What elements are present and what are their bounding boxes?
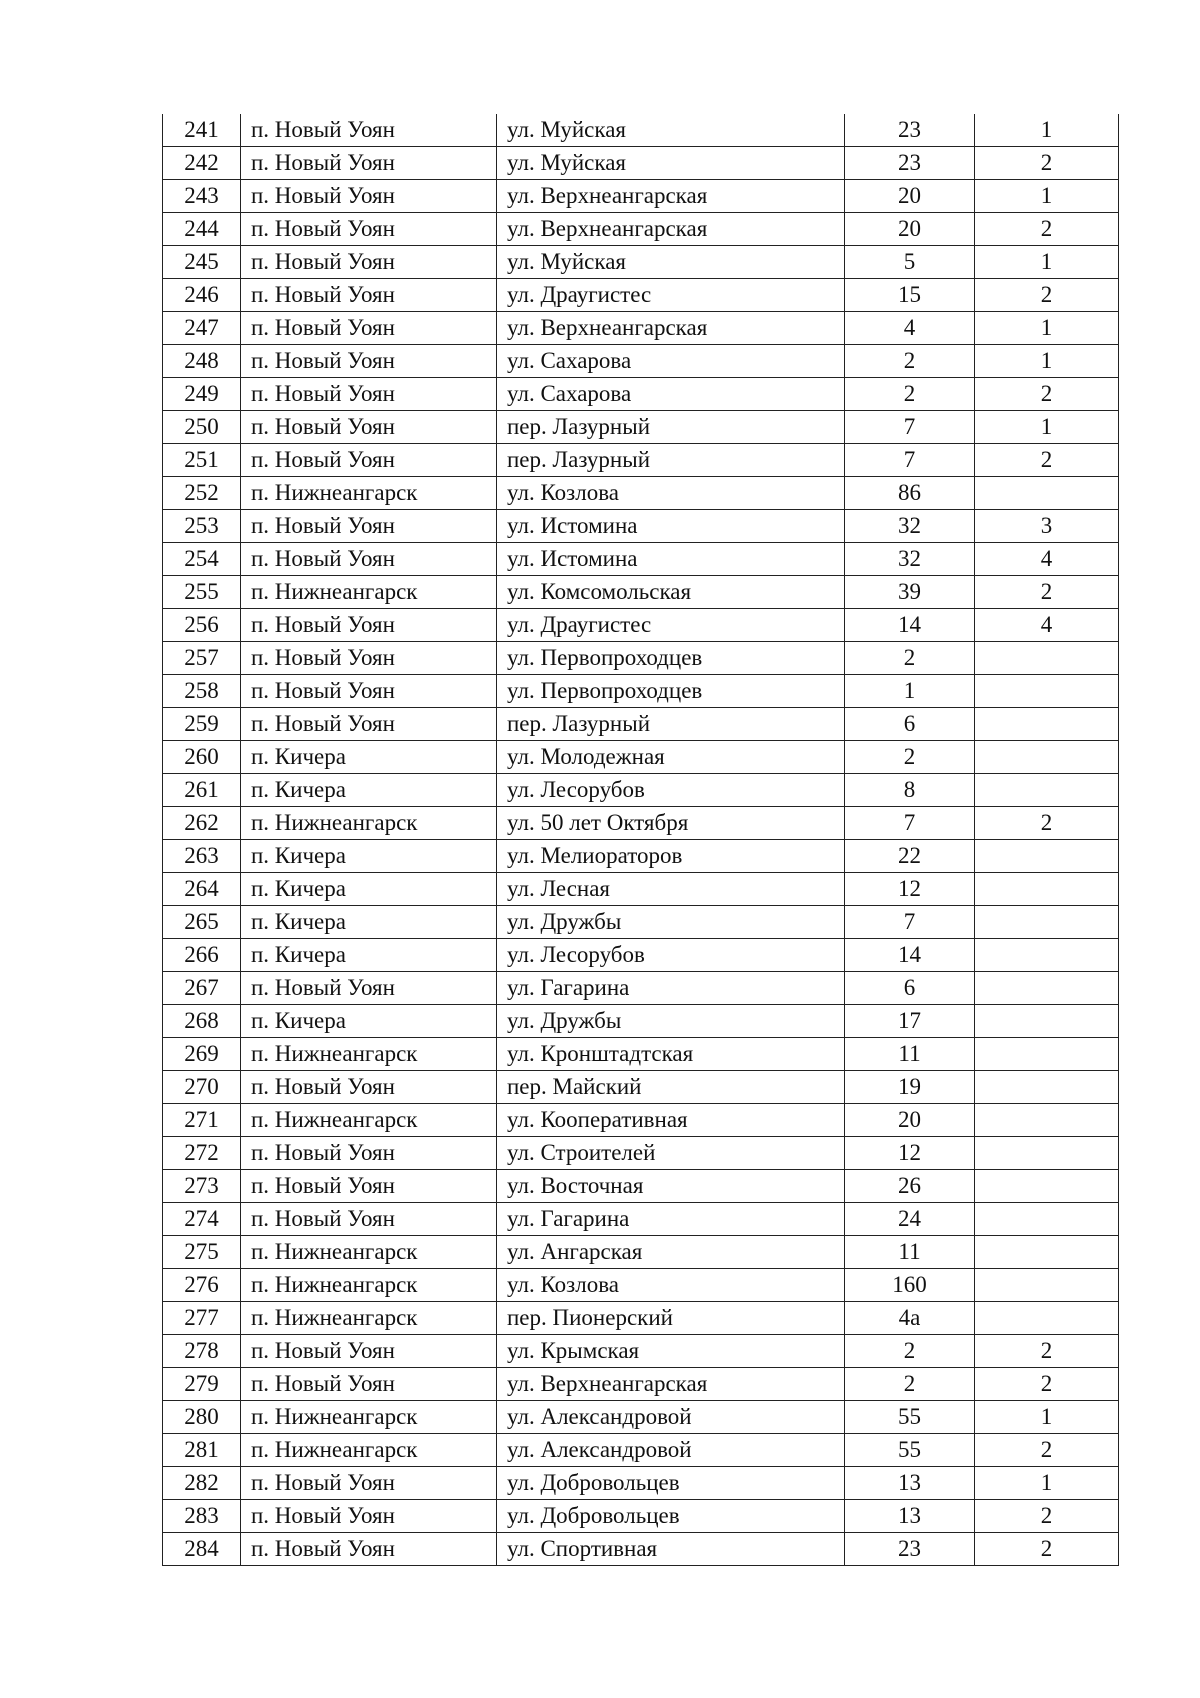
house-number-cell: 14 — [845, 939, 975, 972]
settlement-cell: п. Новый Уоян — [241, 114, 497, 147]
street-cell: ул. Драугистес — [497, 609, 845, 642]
address-table — [162, 114, 1119, 1566]
settlement-cell: п. Новый Уоян — [241, 345, 497, 378]
street-cell: ул. Крымская — [497, 1335, 845, 1368]
street-cell: ул. Восточная — [497, 1170, 845, 1203]
row-number-cell: 256 — [163, 609, 241, 642]
street-cell: ул. Верхнеангарская — [497, 180, 845, 213]
address-table-body — [163, 114, 1119, 1566]
street-cell: ул. Первопроходцев — [497, 642, 845, 675]
apartment-number-cell — [975, 1302, 1119, 1335]
settlement-cell: п. Нижнеангарск — [241, 1236, 497, 1269]
house-number-cell: 5 — [845, 246, 975, 279]
table-row — [163, 840, 1119, 873]
street-cell: ул. Муйская — [497, 114, 845, 147]
settlement-cell: п. Новый Уоян — [241, 378, 497, 411]
apartment-number-cell — [975, 1005, 1119, 1038]
apartment-number-cell: 1 — [975, 180, 1119, 213]
house-number-cell: 55 — [845, 1434, 975, 1467]
house-number-cell: 2 — [845, 378, 975, 411]
table-row — [163, 147, 1119, 180]
table-row — [163, 180, 1119, 213]
apartment-number-cell: 1 — [975, 411, 1119, 444]
house-number-cell: 7 — [845, 906, 975, 939]
street-cell: ул. Александровой — [497, 1401, 845, 1434]
street-cell: ул. Александровой — [497, 1434, 845, 1467]
house-number-cell: 2 — [845, 642, 975, 675]
table-row — [163, 1071, 1119, 1104]
settlement-cell: п. Новый Уоян — [241, 1500, 497, 1533]
street-cell: ул. Кронштадтская — [497, 1038, 845, 1071]
street-cell: ул. Верхнеангарская — [497, 1368, 845, 1401]
settlement-cell: п. Новый Уоян — [241, 972, 497, 1005]
table-row — [163, 906, 1119, 939]
house-number-cell: 11 — [845, 1236, 975, 1269]
apartment-number-cell — [975, 642, 1119, 675]
street-cell: ул. Молодежная — [497, 741, 845, 774]
apartment-number-cell: 2 — [975, 1368, 1119, 1401]
settlement-cell: п. Кичера — [241, 774, 497, 807]
settlement-cell: п. Новый Уоян — [241, 609, 497, 642]
settlement-cell: п. Кичера — [241, 741, 497, 774]
house-number-cell: 20 — [845, 213, 975, 246]
apartment-number-cell: 1 — [975, 246, 1119, 279]
house-number-cell: 2 — [845, 741, 975, 774]
row-number-cell: 264 — [163, 873, 241, 906]
table-row — [163, 345, 1119, 378]
table-row — [163, 576, 1119, 609]
street-cell: ул. Первопроходцев — [497, 675, 845, 708]
street-cell: ул. Сахарова — [497, 345, 845, 378]
street-cell: пер. Лазурный — [497, 708, 845, 741]
row-number-cell: 243 — [163, 180, 241, 213]
row-number-cell: 258 — [163, 675, 241, 708]
house-number-cell: 32 — [845, 543, 975, 576]
row-number-cell: 255 — [163, 576, 241, 609]
row-number-cell: 263 — [163, 840, 241, 873]
apartment-number-cell: 2 — [975, 807, 1119, 840]
apartment-number-cell: 4 — [975, 543, 1119, 576]
apartment-number-cell: 2 — [975, 378, 1119, 411]
street-cell: ул. Лесная — [497, 873, 845, 906]
settlement-cell: п. Новый Уоян — [241, 642, 497, 675]
house-number-cell: 55 — [845, 1401, 975, 1434]
settlement-cell: п. Нижнеангарск — [241, 807, 497, 840]
apartment-number-cell — [975, 1104, 1119, 1137]
row-number-cell: 273 — [163, 1170, 241, 1203]
settlement-cell: п. Новый Уоян — [241, 147, 497, 180]
house-number-cell: 23 — [845, 114, 975, 147]
settlement-cell: п. Новый Уоян — [241, 1467, 497, 1500]
house-number-cell: 86 — [845, 477, 975, 510]
apartment-number-cell — [975, 741, 1119, 774]
row-number-cell: 265 — [163, 906, 241, 939]
house-number-cell: 8 — [845, 774, 975, 807]
row-number-cell: 275 — [163, 1236, 241, 1269]
apartment-number-cell — [975, 939, 1119, 972]
row-number-cell: 244 — [163, 213, 241, 246]
apartment-number-cell — [975, 708, 1119, 741]
table-row — [163, 1269, 1119, 1302]
table-row — [163, 279, 1119, 312]
row-number-cell: 249 — [163, 378, 241, 411]
table-row — [163, 312, 1119, 345]
house-number-cell: 19 — [845, 1071, 975, 1104]
row-number-cell: 261 — [163, 774, 241, 807]
house-number-cell: 39 — [845, 576, 975, 609]
house-number-cell: 13 — [845, 1467, 975, 1500]
row-number-cell: 284 — [163, 1533, 241, 1566]
table-row — [163, 1434, 1119, 1467]
apartment-number-cell: 2 — [975, 576, 1119, 609]
apartment-number-cell — [975, 972, 1119, 1005]
street-cell: ул. Гагарина — [497, 972, 845, 1005]
settlement-cell: п. Новый Уоян — [241, 675, 497, 708]
row-number-cell: 259 — [163, 708, 241, 741]
row-number-cell: 283 — [163, 1500, 241, 1533]
house-number-cell: 2 — [845, 1368, 975, 1401]
house-number-cell: 23 — [845, 147, 975, 180]
settlement-cell: п. Кичера — [241, 1005, 497, 1038]
settlement-cell: п. Новый Уоян — [241, 1137, 497, 1170]
table-row — [163, 477, 1119, 510]
street-cell: ул. Добровольцев — [497, 1500, 845, 1533]
table-row — [163, 675, 1119, 708]
settlement-cell: п. Новый Уоян — [241, 543, 497, 576]
house-number-cell: 20 — [845, 1104, 975, 1137]
settlement-cell: п. Нижнеангарск — [241, 1434, 497, 1467]
apartment-number-cell: 2 — [975, 1335, 1119, 1368]
apartment-number-cell — [975, 675, 1119, 708]
row-number-cell: 281 — [163, 1434, 241, 1467]
table-row — [163, 1401, 1119, 1434]
row-number-cell: 266 — [163, 939, 241, 972]
house-number-cell: 12 — [845, 873, 975, 906]
apartment-number-cell: 2 — [975, 147, 1119, 180]
apartment-number-cell: 2 — [975, 1500, 1119, 1533]
settlement-cell: п. Новый Уоян — [241, 1368, 497, 1401]
street-cell: ул. Верхнеангарская — [497, 312, 845, 345]
table-row — [163, 510, 1119, 543]
table-row — [163, 1335, 1119, 1368]
table-row — [163, 246, 1119, 279]
row-number-cell: 270 — [163, 1071, 241, 1104]
apartment-number-cell — [975, 774, 1119, 807]
row-number-cell: 272 — [163, 1137, 241, 1170]
table-row — [163, 1038, 1119, 1071]
house-number-cell: 1 — [845, 675, 975, 708]
street-cell: ул. 50 лет Октября — [497, 807, 845, 840]
row-number-cell: 271 — [163, 1104, 241, 1137]
settlement-cell: п. Нижнеангарск — [241, 477, 497, 510]
street-cell: ул. Лесорубов — [497, 774, 845, 807]
settlement-cell: п. Нижнеангарск — [241, 1038, 497, 1071]
settlement-cell: п. Новый Уоян — [241, 312, 497, 345]
row-number-cell: 245 — [163, 246, 241, 279]
settlement-cell: п. Новый Уоян — [241, 510, 497, 543]
street-cell: ул. Добровольцев — [497, 1467, 845, 1500]
street-cell: ул. Гагарина — [497, 1203, 845, 1236]
row-number-cell: 250 — [163, 411, 241, 444]
row-number-cell: 257 — [163, 642, 241, 675]
apartment-number-cell: 2 — [975, 279, 1119, 312]
settlement-cell: п. Кичера — [241, 906, 497, 939]
table-row — [163, 1104, 1119, 1137]
street-cell: ул. Кооперативная — [497, 1104, 845, 1137]
settlement-cell: п. Новый Уоян — [241, 708, 497, 741]
table-row — [163, 1302, 1119, 1335]
table-row — [163, 1533, 1119, 1566]
street-cell: пер. Лазурный — [497, 411, 845, 444]
table-row — [163, 1005, 1119, 1038]
apartment-number-cell: 3 — [975, 510, 1119, 543]
house-number-cell: 14 — [845, 609, 975, 642]
row-number-cell: 280 — [163, 1401, 241, 1434]
row-number-cell: 251 — [163, 444, 241, 477]
house-number-cell: 20 — [845, 180, 975, 213]
street-cell: ул. Муйская — [497, 147, 845, 180]
settlement-cell: п. Нижнеангарск — [241, 1401, 497, 1434]
house-number-cell: 26 — [845, 1170, 975, 1203]
row-number-cell: 247 — [163, 312, 241, 345]
apartment-number-cell: 4 — [975, 609, 1119, 642]
settlement-cell: п. Нижнеангарск — [241, 1104, 497, 1137]
apartment-number-cell: 1 — [975, 1401, 1119, 1434]
apartment-number-cell — [975, 1269, 1119, 1302]
street-cell: ул. Комсомольская — [497, 576, 845, 609]
apartment-number-cell: 1 — [975, 312, 1119, 345]
table-row — [163, 741, 1119, 774]
settlement-cell: п. Новый Уоян — [241, 180, 497, 213]
settlement-cell: п. Новый Уоян — [241, 279, 497, 312]
table-row — [163, 609, 1119, 642]
settlement-cell: п. Нижнеангарск — [241, 576, 497, 609]
table-row — [163, 1203, 1119, 1236]
table-row — [163, 972, 1119, 1005]
table-row — [163, 1368, 1119, 1401]
house-number-cell: 12 — [845, 1137, 975, 1170]
street-cell: ул. Сахарова — [497, 378, 845, 411]
street-cell: ул. Лесорубов — [497, 939, 845, 972]
street-cell: ул. Мелиораторов — [497, 840, 845, 873]
settlement-cell: п. Новый Уоян — [241, 1335, 497, 1368]
settlement-cell: п. Новый Уоян — [241, 411, 497, 444]
table-row — [163, 1467, 1119, 1500]
settlement-cell: п. Новый Уоян — [241, 246, 497, 279]
street-cell: ул. Истомина — [497, 543, 845, 576]
settlement-cell: п. Новый Уоян — [241, 1071, 497, 1104]
row-number-cell: 268 — [163, 1005, 241, 1038]
apartment-number-cell — [975, 477, 1119, 510]
row-number-cell: 277 — [163, 1302, 241, 1335]
row-number-cell: 274 — [163, 1203, 241, 1236]
apartment-number-cell — [975, 1236, 1119, 1269]
house-number-cell: 4 — [845, 312, 975, 345]
street-cell: пер. Пионерский — [497, 1302, 845, 1335]
settlement-cell: п. Новый Уоян — [241, 444, 497, 477]
apartment-number-cell: 1 — [975, 345, 1119, 378]
row-number-cell: 248 — [163, 345, 241, 378]
row-number-cell: 254 — [163, 543, 241, 576]
settlement-cell: п. Кичера — [241, 840, 497, 873]
settlement-cell: п. Новый Уоян — [241, 213, 497, 246]
table-row — [163, 213, 1119, 246]
street-cell: ул. Ангарская — [497, 1236, 845, 1269]
house-number-cell: 160 — [845, 1269, 975, 1302]
street-cell: ул. Строителей — [497, 1137, 845, 1170]
row-number-cell: 246 — [163, 279, 241, 312]
table-row — [163, 411, 1119, 444]
settlement-cell: п. Кичера — [241, 939, 497, 972]
street-cell: ул. Спортивная — [497, 1533, 845, 1566]
table-row — [163, 543, 1119, 576]
street-cell: ул. Истомина — [497, 510, 845, 543]
apartment-number-cell — [975, 1203, 1119, 1236]
street-cell: ул. Дружбы — [497, 906, 845, 939]
table-row — [163, 774, 1119, 807]
street-cell: ул. Дружбы — [497, 1005, 845, 1038]
street-cell: ул. Драугистес — [497, 279, 845, 312]
row-number-cell: 252 — [163, 477, 241, 510]
house-number-cell: 32 — [845, 510, 975, 543]
house-number-cell: 7 — [845, 807, 975, 840]
row-number-cell: 262 — [163, 807, 241, 840]
house-number-cell: 6 — [845, 972, 975, 1005]
settlement-cell: п. Новый Уоян — [241, 1203, 497, 1236]
row-number-cell: 241 — [163, 114, 241, 147]
apartment-number-cell: 2 — [975, 444, 1119, 477]
house-number-cell: 22 — [845, 840, 975, 873]
house-number-cell: 2 — [845, 345, 975, 378]
table-row — [163, 1500, 1119, 1533]
house-number-cell: 24 — [845, 1203, 975, 1236]
settlement-cell: п. Новый Уоян — [241, 1533, 497, 1566]
apartment-number-cell: 2 — [975, 1434, 1119, 1467]
house-number-cell: 4а — [845, 1302, 975, 1335]
table-row — [163, 807, 1119, 840]
table-row — [163, 444, 1119, 477]
row-number-cell: 242 — [163, 147, 241, 180]
table-row — [163, 873, 1119, 906]
row-number-cell: 267 — [163, 972, 241, 1005]
settlement-cell: п. Кичера — [241, 873, 497, 906]
street-cell: пер. Майский — [497, 1071, 845, 1104]
settlement-cell: п. Нижнеангарск — [241, 1269, 497, 1302]
table-row — [163, 378, 1119, 411]
table-row — [163, 1236, 1119, 1269]
apartment-number-cell — [975, 1071, 1119, 1104]
table-row — [163, 1170, 1119, 1203]
house-number-cell: 11 — [845, 1038, 975, 1071]
apartment-number-cell — [975, 840, 1119, 873]
street-cell: ул. Козлова — [497, 1269, 845, 1302]
apartment-number-cell — [975, 873, 1119, 906]
apartment-number-cell: 1 — [975, 1467, 1119, 1500]
house-number-cell: 7 — [845, 444, 975, 477]
table-row — [163, 1137, 1119, 1170]
row-number-cell: 282 — [163, 1467, 241, 1500]
table-row — [163, 114, 1119, 147]
house-number-cell: 23 — [845, 1533, 975, 1566]
settlement-cell: п. Нижнеангарск — [241, 1302, 497, 1335]
apartment-number-cell: 2 — [975, 213, 1119, 246]
row-number-cell: 269 — [163, 1038, 241, 1071]
street-cell: ул. Козлова — [497, 477, 845, 510]
apartment-number-cell: 1 — [975, 114, 1119, 147]
apartment-number-cell — [975, 1137, 1119, 1170]
house-number-cell: 7 — [845, 411, 975, 444]
apartment-number-cell — [975, 1038, 1119, 1071]
house-number-cell: 2 — [845, 1335, 975, 1368]
apartment-number-cell: 2 — [975, 1533, 1119, 1566]
street-cell: ул. Муйская — [497, 246, 845, 279]
table-row — [163, 708, 1119, 741]
street-cell: ул. Верхнеангарская — [497, 213, 845, 246]
street-cell: пер. Лазурный — [497, 444, 845, 477]
table-row — [163, 642, 1119, 675]
house-number-cell: 13 — [845, 1500, 975, 1533]
settlement-cell: п. Новый Уоян — [241, 1170, 497, 1203]
row-number-cell: 276 — [163, 1269, 241, 1302]
house-number-cell: 15 — [845, 279, 975, 312]
table-row — [163, 939, 1119, 972]
apartment-number-cell — [975, 906, 1119, 939]
row-number-cell: 279 — [163, 1368, 241, 1401]
row-number-cell: 253 — [163, 510, 241, 543]
house-number-cell: 6 — [845, 708, 975, 741]
apartment-number-cell — [975, 1170, 1119, 1203]
house-number-cell: 17 — [845, 1005, 975, 1038]
row-number-cell: 260 — [163, 741, 241, 774]
row-number-cell: 278 — [163, 1335, 241, 1368]
